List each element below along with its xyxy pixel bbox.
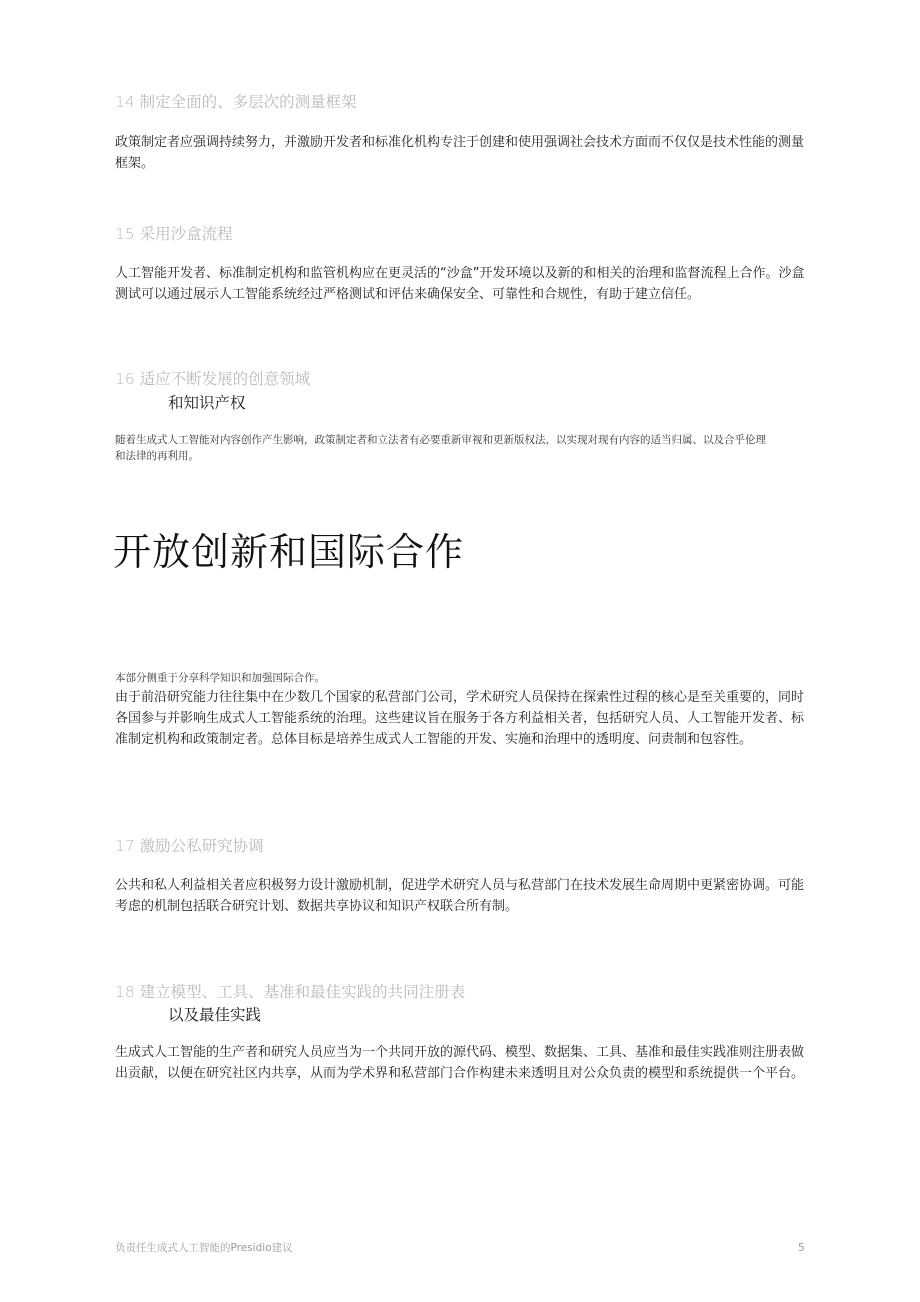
section-16-body: 随着生成式人工智能对内容创作产生影响，政策制定者和立法者有必要重新审视和更新版权法，以实现对现有内容的适当归属、以及合乎伦理和法律的再利用。 [115, 434, 766, 462]
section-14-body: 政策制定者应强调持续努力，并激励开发者和标准化机构专注于创建和使用强调社会技术方面而不仅仅是技术性能的测量框架。 [115, 135, 805, 171]
section-17-title: 17 激励公私研究协调 [115, 837, 264, 855]
section-16-title-line2: 和知识产权 [168, 394, 246, 412]
chapter-intro: 由于前沿研究能力往往集中在少数几个国家的私营部门公司，学术研究人员保持在探索性过程的核心是至关重要的，同时各国参与并影响生成式人工智能系统的治理。这些建议旨在服务于各方利益相关者，包括研究人员、人工智能开发者、标准制定机构和政策制定者。总体目标是培养生成式人工智能的开发、实施和治理中的透明度、问责制和包容性。 [115, 690, 805, 747]
section-17-body: 公共和私人利益相关者应积极努力设计激励机制，促进学术研究人员与私营部门在技术发展生命周期中更紧密协调。可能考虑的机制包括联合研究计划、数据共享协议和知识产权联合所有制。 [115, 878, 805, 914]
section-14-title: 14 制定全面的、多层次的测量框架 [115, 93, 357, 111]
section-16-title: 16 适应不断发展的创意领域 [115, 370, 311, 388]
page-number: 5 [798, 1242, 805, 1254]
section-18-title: 18 建立模型、工具、基准和最佳实践的共同注册表 [115, 983, 466, 1001]
section-15-body: 人工智能开发者、标准制定机构和监管机构应在更灵活的“沙盒”开发环境以及新的和相关的治理和监督流程上合作。沙盒测试可以通过展示人工智能系统经过严格测试和评估来确保安全、可靠性和合规性，有助于建立信任。 [115, 266, 805, 302]
section-18-body: 生成式人工智能的生产者和研究人员应当为一个共同开放的源代码、模型、数据集、工具、基准和最佳实践准则注册表做出贡献，以便在研究社区内共享，从而为学术界和私营部门合作构建未来透明且对公众负责的模型和系统提供一个平台。 [115, 1045, 805, 1081]
chapter-intro-small: 本部分侧重于分享科学知识和加强国际合作。 [115, 672, 325, 684]
section-15-title: 15 采用沙盒流程 [115, 225, 233, 243]
chapter-heading: 开放创新和国际合作 [113, 530, 465, 574]
footer-title: 负责任生成式人工智能的Presidio建议 [115, 1242, 293, 1254]
section-18-title-line2: 以及最佳实践 [168, 1006, 262, 1024]
